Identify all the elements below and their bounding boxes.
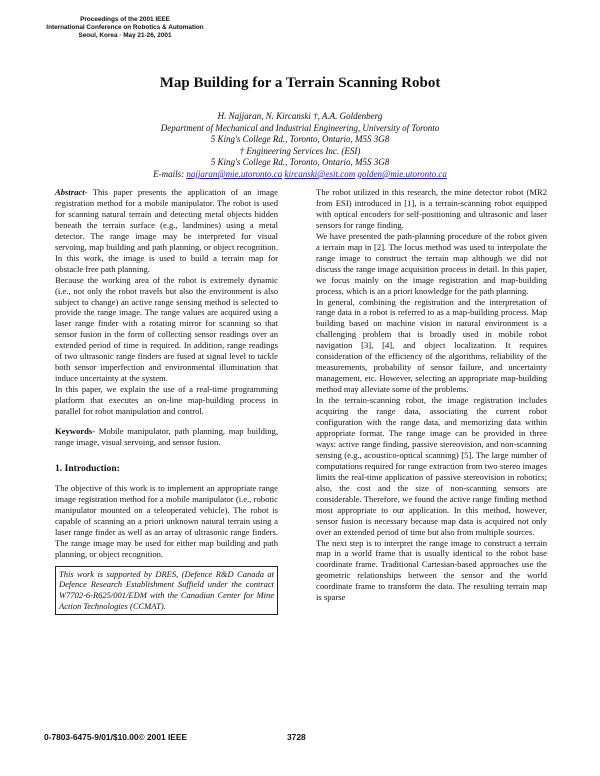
abstract-label: Abstract- (55, 187, 88, 197)
affiliation-1: Department of Mechanical and Industrial Engineering, University of Toronto (160, 122, 440, 133)
affiliation-2: † Engineering Services Inc. (ESI) (239, 145, 361, 156)
intro-paragraph: The objective of this work is to implement an appropriate range image registration method for a mobile manipulator (i.e., robotic manipulator mounted on a teleoperated vehicle). The robot is capable of scanning an a priori unknown natural terrain using a laser range finder as well as an array of ultrasonic range finders. The range image may be used for either map building and path planning, or object recognition. (55, 482, 278, 559)
right-paragraph-1: The robot utilized in this research, the mine detector robot (MR2 from ESI) introduced in [1], is a terrain-scanning robot equipped with optical encoders for self-positioning and ultrasonic and laser sensors for range finding. (316, 187, 547, 230)
proceedings-line-3: Seoul, Korea · May 21-26, 2001 (78, 32, 172, 40)
proceedings-header (0, 16, 250, 41)
right-column (316, 187, 547, 603)
paper-title: Map Building for a Terrain Scanning Robot (159, 75, 441, 91)
abstract-text: This paper presents the application of an image registration method for a mobile manipulator. The robot is used for scanning natural terrain and detecting metal objects hidden beneath the terrain surface (e.g., landmines) using a metal detector. The range image may be interpreted for visual servoing, map building and path planning, or object recognition. In this work, the image is used to build a terrain map for obstacle free path planning. (55, 187, 278, 274)
keywords-text: Mobile manipulator, path planning, map building, range image, visual servoing, and sensor fusion. (55, 426, 278, 447)
email-link-3[interactable]: golden@mie.utoronto.ca (357, 168, 447, 179)
page-footer (44, 732, 344, 742)
email-line (0, 169, 600, 181)
right-paragraph-5: The next step is to interpret the range image to construct a terrain map in a world frame that is usually identical to the robot base coordinate frame. Traditional Cartesian-based approaches use the geometric relationships between the sensor and the world coordinate frame to transform the data. The resulting terrain map is sparse (316, 537, 547, 603)
section-1-heading: 1. Introduction: (55, 462, 120, 474)
author-names: H. Najjaran, N. Kircanski †, A.A. Goldenberg (217, 111, 383, 121)
page-number: 3728 (287, 732, 306, 742)
address-1: 5 King's College Rd., Toronto, Ontario, M5S 3G8 (210, 134, 390, 145)
isbn-copyright: 0-7803-6475-9/01/$10.00© 2001 IEEE (44, 732, 188, 742)
email-link-2[interactable]: kircanski@esit.com (284, 168, 356, 179)
support-note-box: This work is supported by DRES, (Defence R&D Canada at Defence Research Establishment Suffield under the contract W7702-6-R625/001/EDM with the Canadian Center for Mine Action Technologies (CCMAT). (55, 566, 278, 615)
email-link-1[interactable]: najjaran@mie.utoronto.ca (186, 168, 283, 179)
right-paragraph-4: In the terrain-scanning robot, the image registration includes acquiring the range data, associating the current robot configuration with the range data, and memorizing data within appropriate format. The range image can be provided in three ways: active range finding, passive stereovision, and non-scanning sensing (e.g., acoustico-optical scanning) [5]. The large number of computations required for range extraction from two stereo images limits the real-time application of passive stereovision in robotics; also, the cost and the size of non-scanning sensors are considerable. Therefore, we found the active range finding method most appropriate to our application. In this method, however, sensor fusion is necessary because map data is acquired not only over an extended period of time but also from multiple sources. (316, 395, 547, 537)
proceedings-line-1: Proceedings of the 2001 IEEE (80, 16, 170, 23)
email-prefix: E-mails: (153, 168, 185, 179)
proceedings-line-2: International Conference on Robotics & Automation (46, 24, 204, 32)
abstract-paragraph-2: Because the working area of the robot is extremely dynamic (i.e., not only the robot travels but also the environment is also subject to change) an active range sensing method is selected to provide the range image. The range values are acquired using a laser range finder with a rotating mirror for scanning so that sensor fusion in the form of collecting sensor readings over an extended period of time is required. In addition, range readings of two ultrasonic range finders are fused at signal level to tackle both sensor imperfection and environmental illumination that induce uncertainty at the system. (55, 274, 278, 384)
abstract-paragraph-3: In this paper, we explain the use of a real-time programming platform that executes an on-line map-building process in parallel for robot manipulation and control. (55, 384, 278, 417)
right-paragraph-3: In general, combining the registration and the interpretation of range data in a robot is referred to as a map-building process. Map building based on machine vision in natural environment is a challenging problem that is broadly used in mobile robot navigation [3], [4], and object localization. It requires consideration of the efficiency of the algorithms, reliability of the measurements, probability of sensor failure, and uncertainty management, etc. However, selecting an appropriate map-building method may alleviate some of the problems. (316, 296, 547, 395)
left-column (55, 187, 278, 615)
address-2: 5 King's College Rd., Toronto, Ontario, M5S 3G8 (210, 157, 390, 168)
keywords-paragraph (55, 426, 278, 448)
author-block (0, 111, 600, 181)
keywords-label: Keywords- (55, 426, 96, 437)
right-paragraph-2: We have presented the path-planning procedure of the robot given a terrain map in [2]. The locus method was used to interpolate the range image to construct the terrain map although we did not discuss the range image acquisition process in detail. In this paper, we focus mainly on the image registration and map-building process, which is an a priori knowledge for the path planning. (316, 230, 547, 296)
abstract-paragraph (55, 187, 278, 275)
